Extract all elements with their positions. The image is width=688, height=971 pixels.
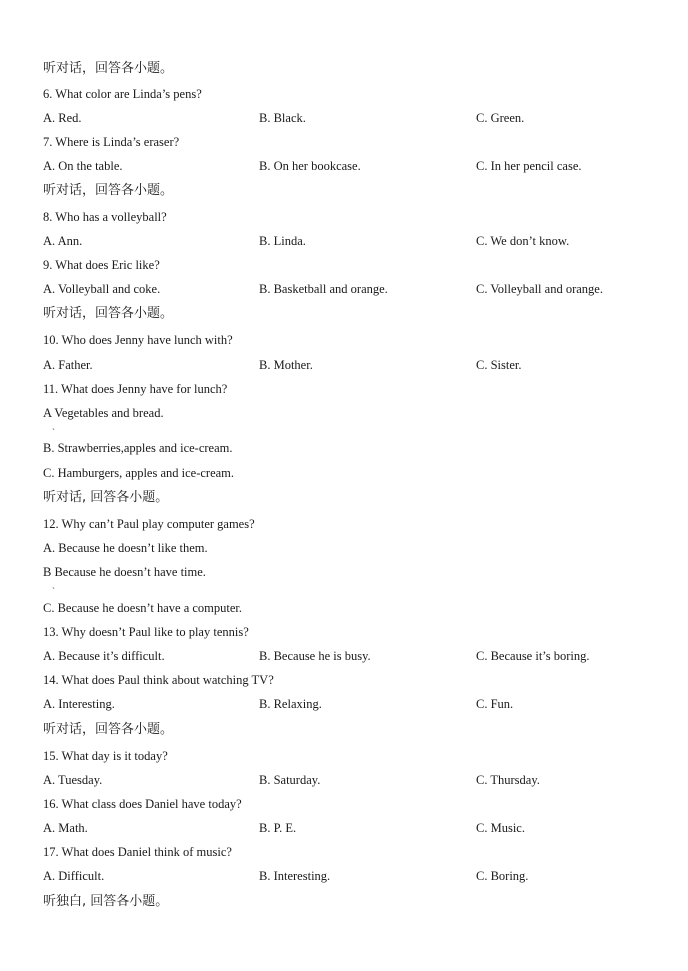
question [0, 793, 688, 815]
option-line [0, 597, 688, 619]
options-row [0, 817, 688, 839]
options-row [0, 278, 688, 300]
answer-option: A. Because he doesn’t like them. [43, 541, 208, 555]
question-text: 12. Why can’t Paul play computer games? [43, 517, 255, 531]
question-text: 14. What does Paul think about watching TV? [43, 673, 274, 687]
answer-option: C. Sister. [476, 358, 522, 372]
option-line [0, 561, 688, 589]
answer-option: C. Because he doesn’t have a computer. [43, 601, 243, 615]
answer-option: B. Strawberries,apples and ice-cream. [43, 441, 233, 455]
stray-mark: ˏ [52, 579, 55, 589]
answer-option: A. Tuesday. [43, 773, 103, 787]
answer-option: C. We don’t know. [476, 234, 570, 248]
answer-option: B. Relaxing. [259, 697, 322, 711]
section-instruction-text: 听对话，回答各小题。 [43, 722, 174, 737]
answer-option: A. Red. [43, 111, 82, 125]
section-instruction [0, 58, 688, 80]
answer-option: A. Ann. [43, 234, 83, 248]
answer-option: A Vegetables and bread. [43, 406, 164, 420]
question-text: 7. Where is Linda’s eraser? [43, 135, 180, 149]
question [0, 841, 688, 863]
question [0, 131, 688, 153]
option-line [0, 437, 688, 459]
question [0, 329, 688, 351]
question [0, 206, 688, 228]
options-row [0, 107, 688, 129]
section-instruction [0, 303, 688, 325]
section-instruction-text: 听对话, 回答各小题。 [43, 490, 169, 505]
question-text: 9. What does Eric like? [43, 258, 160, 272]
answer-option: B Because he doesn’t have time. [43, 565, 206, 579]
section-instruction [0, 180, 688, 202]
question-text: 13. Why doesn’t Paul like to play tennis? [43, 625, 249, 639]
question [0, 745, 688, 767]
answer-option: C. Volleyball and orange. [476, 282, 603, 296]
answer-option: A. Difficult. [43, 869, 105, 883]
answer-option: C. In her pencil case. [476, 159, 582, 173]
option-line [0, 462, 688, 484]
answer-option: C. Boring. [476, 869, 529, 883]
section-instruction [0, 719, 688, 741]
section-instruction [0, 487, 688, 509]
answer-option: B. Interesting. [259, 869, 331, 883]
question-text: 15. What day is it today? [43, 749, 168, 763]
option-line [0, 537, 688, 559]
answer-option: A. Volleyball and coke. [43, 282, 161, 296]
options-row [0, 230, 688, 252]
answer-option: A. On the table. [43, 159, 123, 173]
options-row [0, 865, 688, 887]
answer-option: B. Mother. [259, 358, 313, 372]
question-text: 6. What color are Linda’s pens? [43, 87, 202, 101]
question [0, 669, 688, 691]
question [0, 513, 688, 535]
question [0, 254, 688, 276]
answer-option: C. Thursday. [476, 773, 540, 787]
answer-option: B. Black. [259, 111, 306, 125]
answer-option: B. Saturday. [259, 773, 321, 787]
answer-option: B. P. E. [259, 821, 297, 835]
question-text: 10. Who does Jenny have lunch with? [43, 333, 233, 347]
answer-option: C. Music. [476, 821, 525, 835]
option-line [0, 402, 688, 430]
answer-option: B. Basketball and orange. [259, 282, 388, 296]
answer-option: C. Hamburgers, apples and ice-cream. [43, 466, 235, 480]
options-row [0, 645, 688, 667]
question [0, 83, 688, 105]
question-text: 11. What does Jenny have for lunch? [43, 382, 228, 396]
answer-option: C. Fun. [476, 697, 514, 711]
options-row [0, 155, 688, 177]
stray-mark: ˏ [52, 420, 55, 430]
options-row [0, 693, 688, 715]
section-instruction-text: 听对话，回答各小题。 [43, 183, 174, 198]
question [0, 378, 688, 400]
answer-option: B. On her bookcase. [259, 159, 361, 173]
answer-option: C. Because it’s boring. [476, 649, 590, 663]
question [0, 621, 688, 643]
answer-option: A. Because it’s difficult. [43, 649, 165, 663]
options-row [0, 769, 688, 791]
answer-option: B. Because he is busy. [259, 649, 371, 663]
answer-option: A. Father. [43, 358, 93, 372]
answer-option: A. Interesting. [43, 697, 115, 711]
answer-option: C. Green. [476, 111, 525, 125]
section-instruction-text: 听独白, 回答各小题。 [43, 894, 169, 909]
section-instruction-text: 听对话，回答各小题。 [43, 61, 174, 76]
question-text: 17. What does Daniel think of music? [43, 845, 232, 859]
section-instruction [0, 891, 688, 913]
question-text: 16. What class does Daniel have today? [43, 797, 242, 811]
answer-option: A. Math. [43, 821, 88, 835]
options-row [0, 354, 688, 376]
section-instruction-text: 听对话，回答各小题。 [43, 306, 174, 321]
question-text: 8. Who has a volleyball? [43, 210, 167, 224]
answer-option: B. Linda. [259, 234, 306, 248]
